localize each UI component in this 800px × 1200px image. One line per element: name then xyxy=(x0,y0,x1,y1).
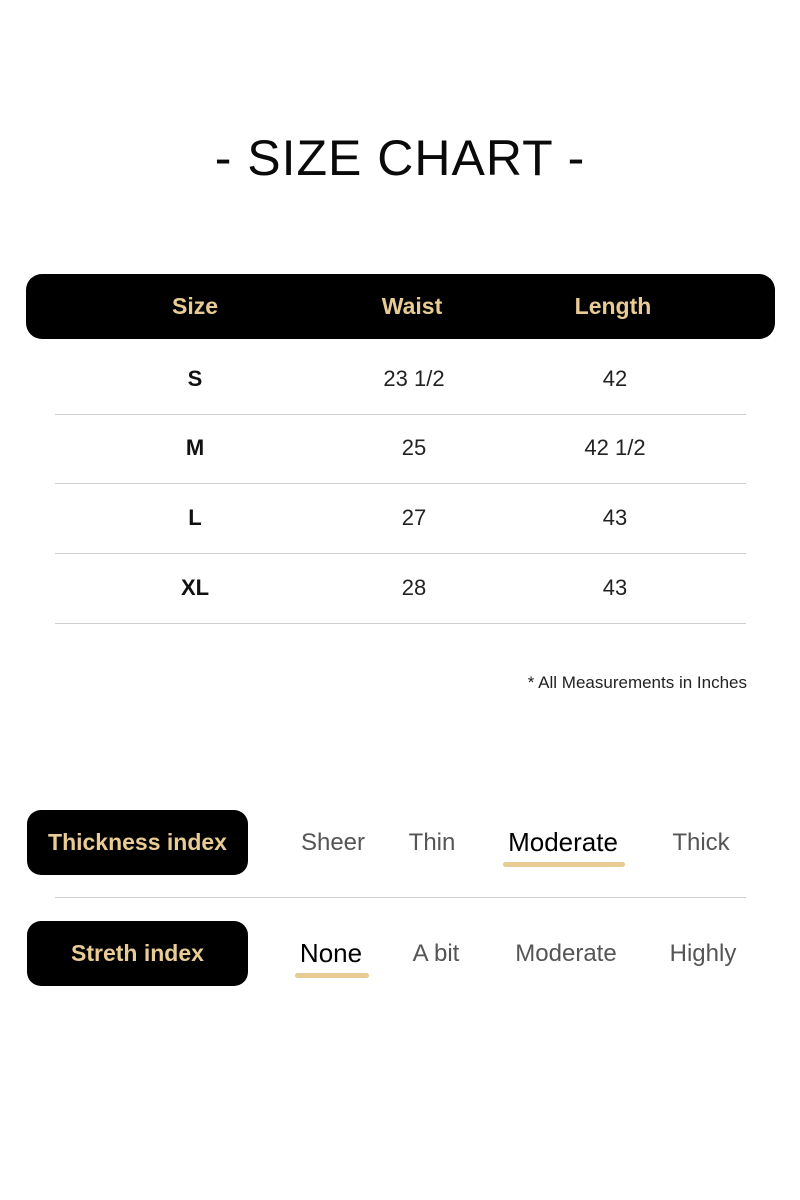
cell-length: 43 xyxy=(602,575,628,600)
header-waist: Waist xyxy=(381,293,443,319)
stretch-option-moderate: Moderate xyxy=(515,940,617,967)
thickness-option-sheer: Sheer xyxy=(300,829,366,856)
stretch-selected-underline xyxy=(295,973,369,978)
cell-length: 42 xyxy=(602,366,628,391)
stretch-index-label: Streth index xyxy=(27,921,248,986)
table-row xyxy=(55,413,746,484)
thickness-selected-underline xyxy=(503,862,625,867)
cell-waist: 23 1/2 xyxy=(383,366,445,391)
cell-length: 42 1/2 xyxy=(584,435,646,460)
cell-size: L xyxy=(188,505,202,530)
thickness-option-moderate: Moderate xyxy=(508,827,618,857)
cell-size: S xyxy=(187,366,203,391)
thickness-index-row xyxy=(27,810,746,875)
cell-waist: 27 xyxy=(401,505,427,530)
stretch-index-row xyxy=(27,921,746,986)
cell-size: M xyxy=(185,435,205,460)
index-divider xyxy=(55,897,746,898)
cell-waist: 28 xyxy=(401,575,427,600)
header-size: Size xyxy=(171,293,219,319)
thickness-option-thin: Thin xyxy=(408,829,456,856)
table-row xyxy=(55,553,746,624)
thickness-option-thick: Thick xyxy=(672,829,730,856)
stretch-option-a-bit: A bit xyxy=(412,940,460,967)
stretch-option-none: None xyxy=(299,938,363,968)
header-length: Length xyxy=(574,293,652,319)
stretch-option-highly: Highly xyxy=(669,940,737,967)
table-row xyxy=(55,483,746,554)
thickness-index-label: Thickness index xyxy=(27,810,248,875)
cell-size: XL xyxy=(180,575,210,600)
cell-waist: 25 xyxy=(401,435,427,460)
page-title: - SIZE CHART - xyxy=(214,130,586,186)
measurement-note: * All Measurements in Inches xyxy=(527,673,747,692)
table-row xyxy=(55,344,746,415)
cell-length: 43 xyxy=(602,505,628,530)
size-table-header xyxy=(26,274,775,339)
